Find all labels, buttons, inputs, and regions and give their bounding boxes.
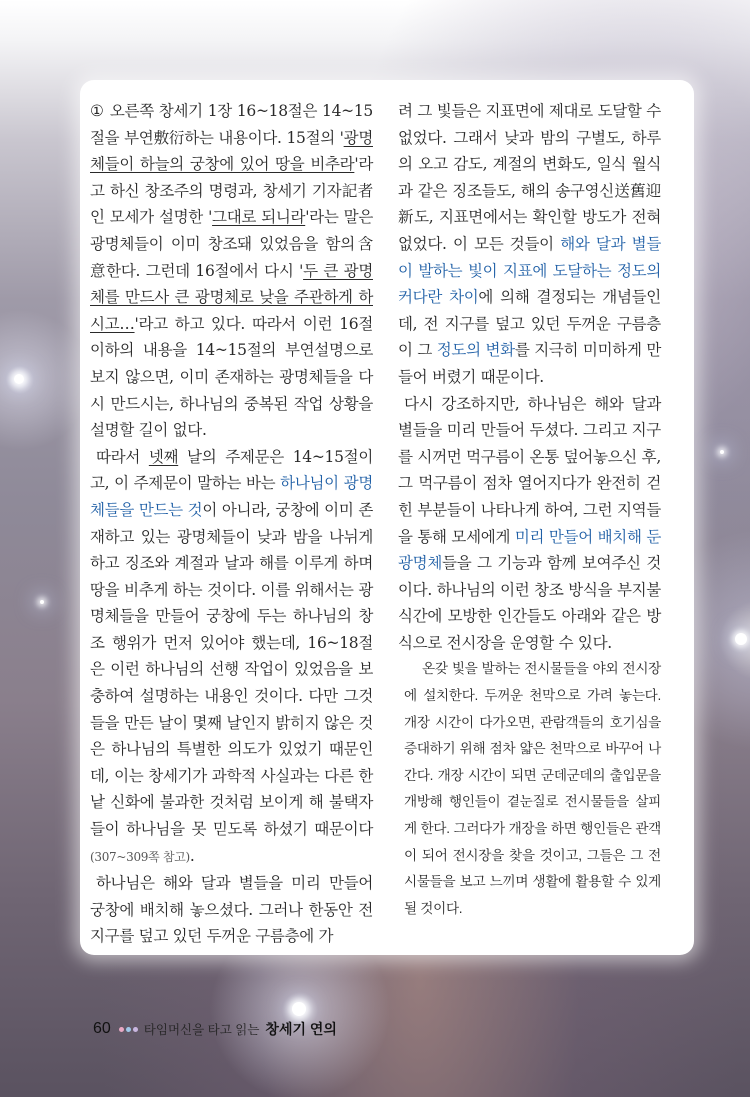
text-run: 들을 그 기능과 함께 보여주신 것이다. 하나님의 이런 창조 방식을 부지불식간에 모방한 인간들도 아래와 같은 방식으로 전시장을 운영할 수 있다.	[398, 554, 661, 652]
text-run: 오른쪽 창세기 1장 16~18절은 14~15절을 부연敷衍하는 내용이다. 15절의 '	[90, 102, 373, 147]
text-run: '라고 하고 있다. 따라서 이런 16절 이하의 내용을 14~15절의 부연설명으로 보지 않으면, 이미 존재하는 광명체들을 다시 만드시는, 하나님의 중복된 작업 상황을 설명할 길이 없다.	[90, 314, 373, 440]
highlight-phrase: 해와 달과 별들이 발하는 빛이 지표에 도달하는 정도의 커다란 차이	[398, 234, 661, 307]
text-run: '라고 하신 창조주의 명령과, 창세기 기자記者인 모세가 설명한 '	[90, 155, 373, 227]
star-glint	[720, 450, 724, 454]
dot	[119, 1027, 124, 1032]
right-column	[398, 98, 661, 922]
text-run: .	[189, 846, 195, 865]
text-run: 에 의해 결정되는 개념들인데, 전 지구를 덮고 있던 두꺼운 구름층이 그	[398, 288, 661, 360]
paragraph	[90, 98, 373, 444]
paragraph	[90, 444, 373, 871]
star-glint	[40, 600, 44, 604]
dots-icon	[119, 1027, 138, 1032]
exhibition-example: 온갖 빛을 발하는 전시물들을 야외 전시장에 설치한다. 두꺼운 천막으로 가려 놓는다. 개장 시간이 다가오면, 관람객들의 호기심을 증대하기 위해 점차 얇은 천막으로 바꾸어 나간다. 개장 시간이 되면 군데군데의 출입문을 개방해 행인들이 곁눈질로 전시물들을 살피게 한다. 그러다가 개장을 하면 행인들은 관객이 되어 전시장을 찾을 것이고, 그들은 그 전시물들을 보고 느끼며 생활에 활용할 수 있게 될 것이다.	[404, 661, 661, 916]
underlined-quote: 두 큰 광명체를 만드사 큰 광명체로 낮을 주관하게 하시고…	[90, 261, 373, 333]
text-run: 려 그 빛들은 지표면에 제대로 도달할 수 없었다. 그래서 낮과 밤의 구별도, 하루의 오고 감도, 계절의 변화도, 일식 월식과 같은 징조들도, 해의 송구영신送舊迎新도, 지표면에서는 확인할 방도가 전혀 없었다. 이 모든 것들이	[398, 102, 661, 253]
left-column	[90, 98, 373, 950]
page-number: 60	[93, 1020, 111, 1037]
paragraph: 하나님은 해와 달과 별들을 미리 만들어 궁창에 배치해 놓으셨다. 그러나 한동안 전 지구를 덮고 있던 두꺼운 구름층에 가	[90, 874, 373, 946]
page-footer	[93, 1019, 337, 1039]
star-glint	[292, 1002, 306, 1016]
text-run: 이 아니라, 궁창에 이미 존재하고 있는 광명체들이 낮과 밤을 나뉘게 하고 징조와 계절과 날과 해를 이루게 하며 땅을 비추게 하는 것이다. 이를 위해서는 광명체들을 만들어 궁창에 두는 하나님의 창조 행위가 먼저 있어야 했는데, 16~18절은 이런 하나님의 선행 작업이 있었음을 보충하여 설명하는 내용인 것이다. 다만 그것들을 만든 날이 몇째 날인지 밝히지 않은 것은 하나님의 특별한 의도가 있었기 때문인데, 이는 창세기가 과학적 사실과는 다른 한낱 신화에 불과한 것처럼 보이게 해 불택자들이 하나님을 못 믿도록 하셨기 때문이다	[90, 500, 373, 839]
underlined-quote: 광명체들이 하늘의 궁창에 있어 땅을 비추라	[90, 128, 373, 174]
star-glint	[14, 374, 24, 384]
dot	[133, 1027, 138, 1032]
underlined-word: 넷째	[148, 447, 179, 466]
dot	[126, 1027, 131, 1032]
book-title: 창세기 연의	[265, 1021, 337, 1037]
text-run: 날의 주제문은 14~15절이고, 이 주제문이 말하는 바는	[90, 447, 373, 493]
text-run: 다시 강조하지만, 하나님은 해와 달과 별들을 미리 만들어 두셨다. 그리고 지구를 시꺼먼 먹구름이 온통 덮어놓으신 후, 그 먹구름이 점차 열어지다가 완전히 걷힌 부분들이 나타나게 하여, 그런 지역들을 통해 모세에게	[398, 394, 661, 546]
paragraph	[398, 98, 661, 391]
highlight-phrase: 정도의 변화	[436, 341, 515, 360]
text-run: '라는 말은 광명체들이 이미 창조돼 있었음을 함의含意한다. 그런데 16절에서 다시 '	[90, 208, 373, 280]
text-run: 를 지극히 미미하게 만들어 버렸기 때문이다.	[398, 341, 661, 386]
series-name: 타임머신을 타고 읽는	[143, 1023, 260, 1037]
highlight-phrase: 하나님이 광명체들을 만드는 것	[90, 474, 373, 519]
text-run: 따라서	[96, 447, 149, 466]
highlight-phrase: 미리 만들어 배치해 둔 광명체	[398, 527, 661, 573]
page-reference: (307~309쪽 참고)	[90, 849, 190, 864]
note-number: ①	[90, 102, 104, 120]
underlined-quote: 그대로 되니라	[212, 208, 306, 227]
paragraph	[398, 391, 661, 657]
star-glint	[735, 633, 747, 645]
